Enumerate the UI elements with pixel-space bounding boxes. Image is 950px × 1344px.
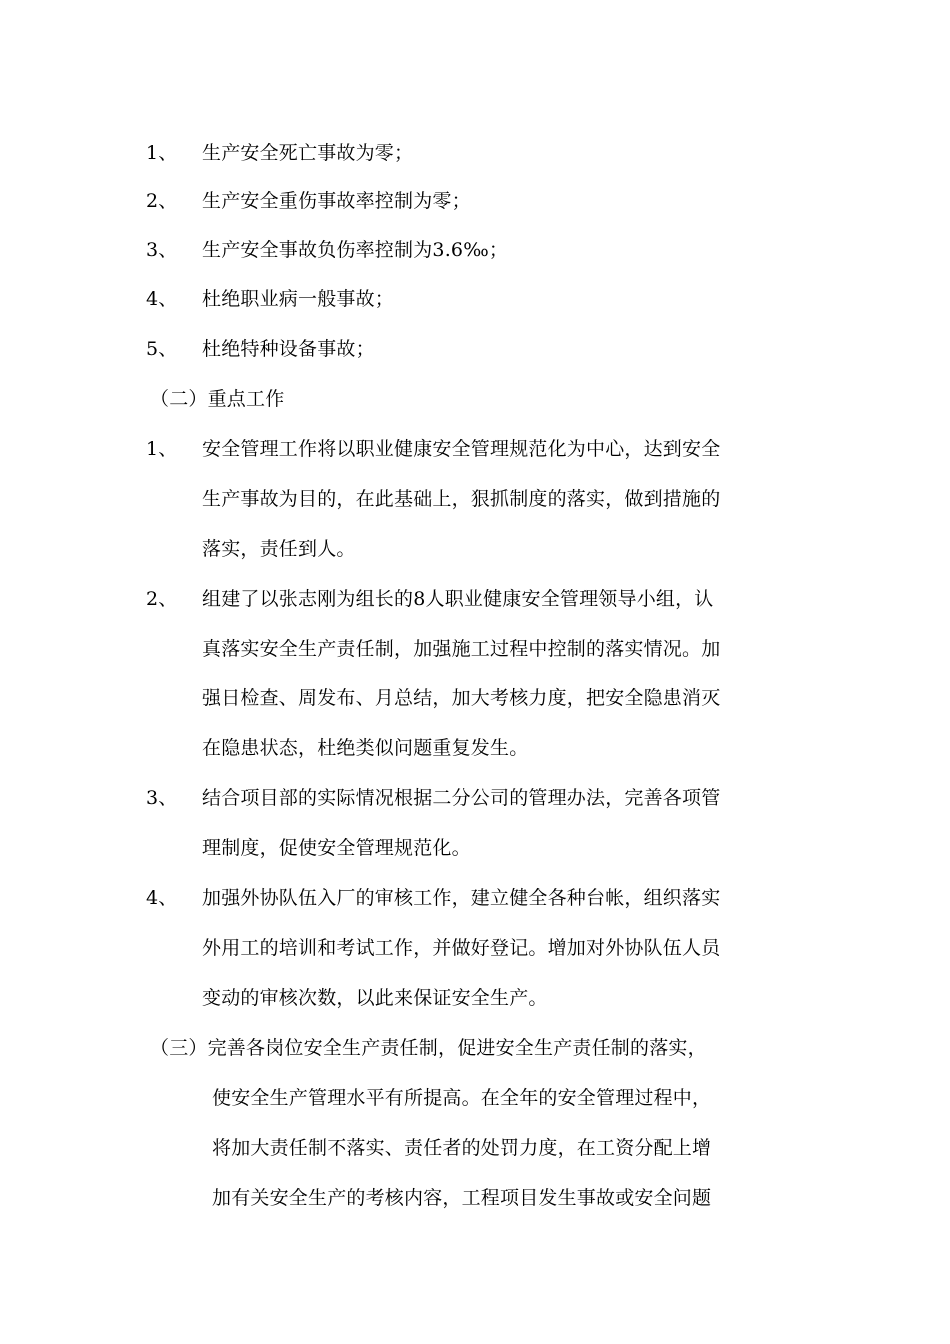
list-item-text: 杜绝职业病一般事故； xyxy=(202,288,395,310)
list-item-text: 生产安全死亡事故为零； xyxy=(202,142,414,164)
section-heading: （二）重点工作 xyxy=(150,388,285,410)
list-item-line: 真落实安全生产责任制，加强施工过程中控制的落实情况。加 xyxy=(202,638,721,660)
list-number: 4、 xyxy=(146,288,178,310)
list-item-line: 落实，责任到人。 xyxy=(202,538,356,560)
list-number: 1、 xyxy=(146,438,178,460)
list-number: 2、 xyxy=(146,190,178,212)
list-item-line: 强日检查、周发布、月总结，加大考核力度，把安全隐患消灭 xyxy=(202,687,721,709)
list-number: 5、 xyxy=(146,338,178,360)
list-item-line: 理制度，促使安全管理规范化。 xyxy=(202,837,471,859)
list-item-line: 生产事故为目的，在此基础上，狠抓制度的落实，做到措施的 xyxy=(202,488,721,510)
section-paragraph-line: （三）完善各岗位安全生产责任制，促进安全生产责任制的落实， xyxy=(150,1037,707,1059)
section-paragraph-line: 使安全生产管理水平有所提高。在全年的安全管理过程中， xyxy=(212,1087,712,1109)
list-number: 3、 xyxy=(146,239,178,261)
list-number: 4、 xyxy=(146,887,178,909)
list-item-line: 在隐患状态，杜绝类似问题重复发生。 xyxy=(202,737,529,759)
list-item-text: 杜绝特种设备事故； xyxy=(202,338,375,360)
list-item-text: 生产安全重伤事故率控制为零； xyxy=(202,190,471,212)
section-paragraph-line: 加有关安全生产的考核内容，工程项目发生事故或安全问题 xyxy=(212,1187,712,1209)
list-item-line: 结合项目部的实际情况根据二分公司的管理办法，完善各项管 xyxy=(202,787,721,809)
section-paragraph-line: 将加大责任制不落实、责任者的处罚力度，在工资分配上增 xyxy=(212,1137,712,1159)
list-item-line: 变动的审核次数，以此来保证安全生产。 xyxy=(202,987,548,1009)
list-item-line: 加强外协队伍入厂的审核工作，建立健全各种台帐，组织落实 xyxy=(202,887,721,909)
list-number: 3、 xyxy=(146,787,178,809)
list-number: 2、 xyxy=(146,588,178,610)
list-item-text: 生产安全事故负伤率控制为3.6‰； xyxy=(202,239,509,261)
list-item-line: 外用工的培训和考试工作，并做好登记。增加对外协队伍人员 xyxy=(202,937,721,959)
list-item-line: 组建了以张志刚为组长的8人职业健康安全管理领导小组，认 xyxy=(202,588,714,610)
list-number: 1、 xyxy=(146,142,178,164)
list-item-line: 安全管理工作将以职业健康安全管理规范化为中心，达到安全 xyxy=(202,438,721,460)
